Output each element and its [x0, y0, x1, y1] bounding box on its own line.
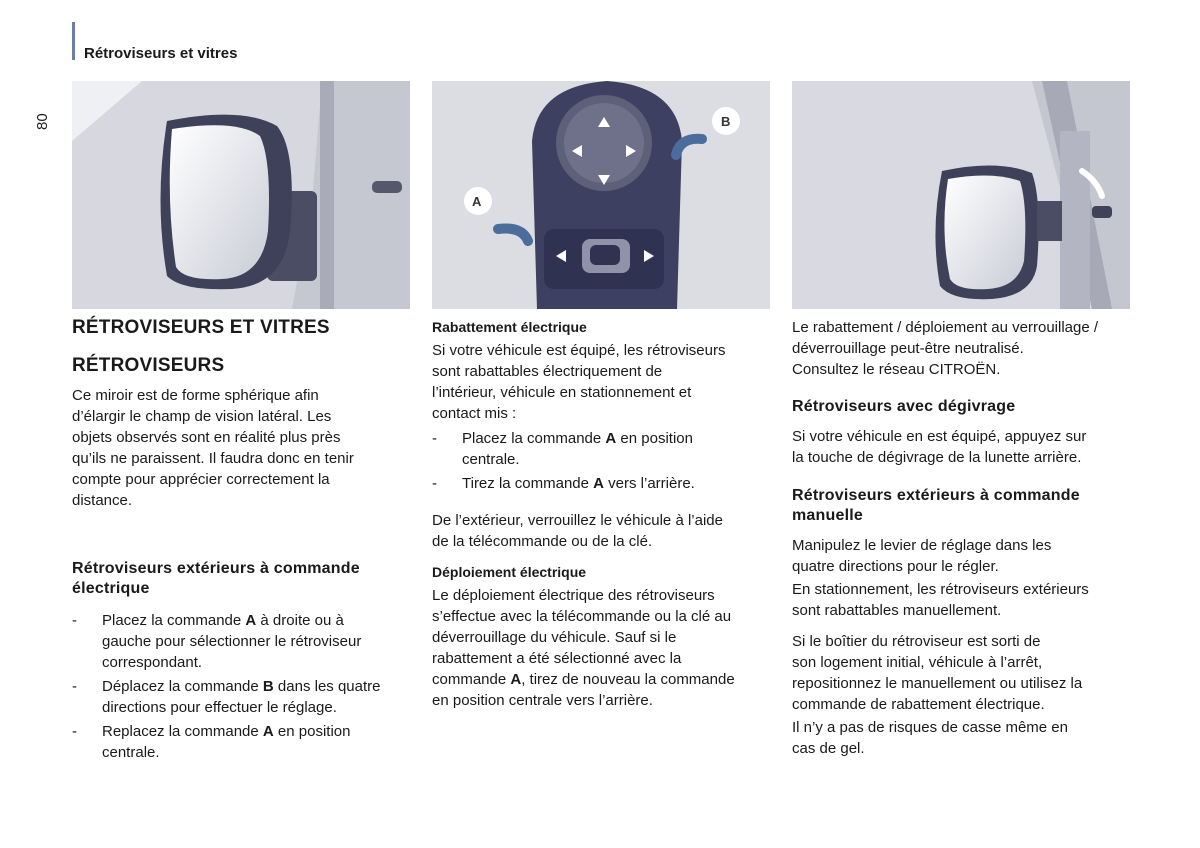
page-number: 80	[34, 113, 51, 130]
manual-paragraph-2: En stationnement, les rétroviseurs extérieurs sont rabattables manuellement.	[792, 581, 1089, 619]
deploy-heading: Déploiement électrique	[432, 564, 587, 580]
fold-steps-list	[432, 428, 732, 494]
defrost-paragraph: Si votre véhicule en est équipé, appuyez sur la touche de dégivrage de la lunette arrière.	[792, 428, 1087, 466]
section-marker-bar	[72, 22, 75, 60]
intro-paragraph: Ce miroir est de forme sphérique afin d’élargir le champ de vision latéral. Les objets observés sont en réalité plus près qu’ils ne paraissent. Il faudra donc en tenir compte pour apprécier correctement la distance.	[72, 387, 354, 509]
list-item: - Replacez la commande A en position centrale.	[72, 723, 351, 761]
manual-paragraph-3: Si le boîtier du rétroviseur est sorti de son logement initial, véhicule à l’arrêt, repositionnez le manuellement ou utilisez la commande de rabattement électrique.	[792, 633, 1083, 713]
label-a: A	[472, 194, 482, 209]
column-1	[72, 317, 417, 766]
mirror-illustration	[72, 81, 410, 309]
deploy-paragraph: Le déploiement électrique des rétroviseurs s’effectue avec la télécommande ou la clé au déverrouillage du véhicule. Sauf si le rabattement a été sélectionné avec la commande A, tirez de nouveau la commande en position centrale vers l’arrière.	[432, 587, 735, 709]
section-title: Rétroviseurs et vitres	[84, 45, 238, 62]
manual-mirror-illustration	[792, 81, 1130, 309]
list-item: - Tirez la commande A vers l’arrière.	[432, 475, 695, 492]
control-illustration	[432, 81, 770, 309]
defrost-heading: Rétroviseurs avec dégivrage	[792, 398, 1016, 415]
list-item: - Placez la commande A en position centrale.	[432, 430, 693, 468]
fold-paragraph: Si votre véhicule est équipé, les rétroviseurs sont rabattables électriquement de l’intérieur, véhicule en stationnement et contact mis :	[432, 342, 726, 422]
list-item: - Placez la commande A à droite ou à gauche pour sélectionner le rétroviseur correspondant.	[72, 612, 362, 671]
subtitle-mirrors: RÉTROVISEURS	[72, 355, 225, 376]
lock-paragraph: Le rabattement / déploiement au verrouillage / déverrouillage peut-être neutralisé. Consultez le réseau CITROËN.	[792, 319, 1099, 378]
list-item: - Déplacez la commande B dans les quatre directions pour effectuer le réglage.	[72, 678, 381, 716]
main-title: RÉTROVISEURS ET VITRES	[72, 317, 330, 338]
manual-heading: Rétroviseurs extérieurs à commande manuelle	[792, 487, 1080, 524]
manual-paragraph-4: Il n’y a pas de risques de casse même en cas de gel.	[792, 719, 1068, 757]
label-b: B	[721, 114, 731, 129]
manual-paragraph-1: Manipulez le levier de réglage dans les quatre directions pour le régler.	[792, 537, 1052, 575]
electric-steps-list	[72, 610, 392, 763]
fold-heading: Rabattement électrique	[432, 319, 587, 335]
column-3	[792, 317, 1137, 759]
outside-paragraph: De l’extérieur, verrouillez le véhicule à l’aide de la télécommande ou de la clé.	[432, 512, 723, 550]
column-2	[432, 317, 777, 711]
electric-mirrors-heading: Rétroviseurs extérieurs à commande électrique	[72, 560, 360, 597]
